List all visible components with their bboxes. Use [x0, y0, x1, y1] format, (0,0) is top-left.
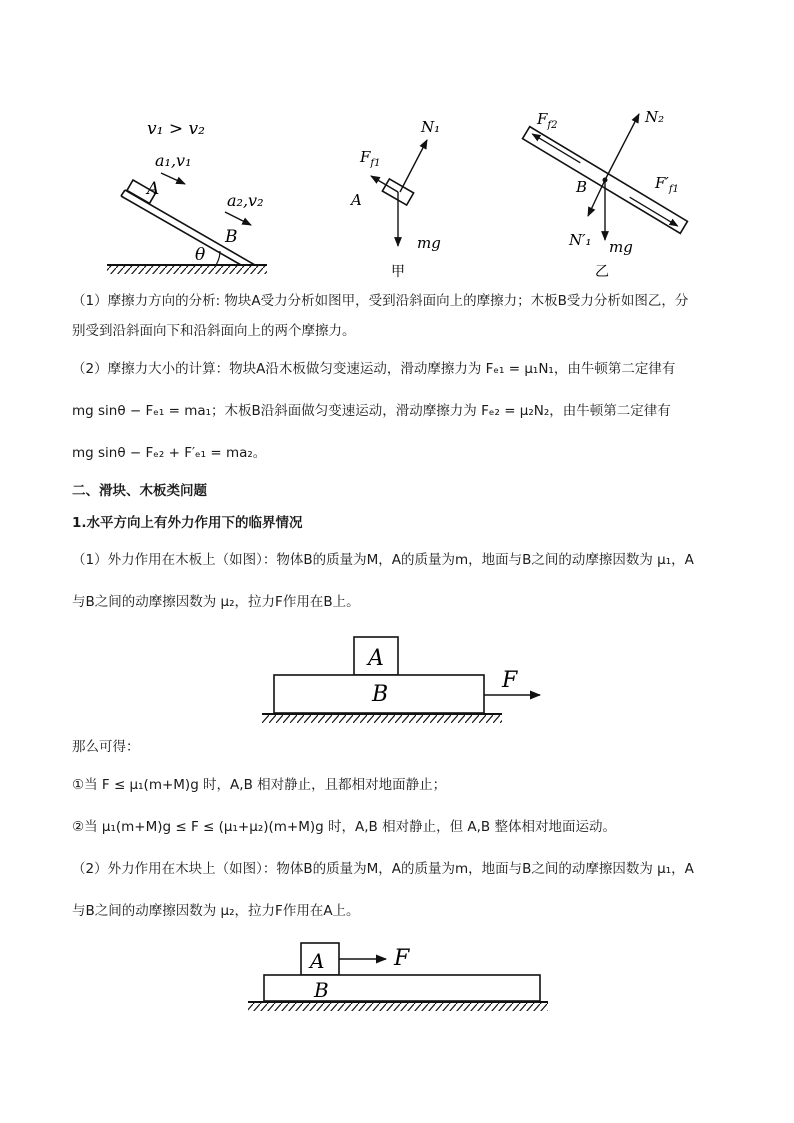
- N1p-label: N′₁: [569, 231, 592, 249]
- jia-figure: [349, 118, 441, 280]
- para2: （2）摩擦力大小的计算：物块A沿木板做匀变速运动，滑动摩擦力为 Fₑ₁ = μ₁N₁，由牛顿第二定律有: [72, 361, 676, 377]
- condition-1: ①当 F ≤ μ₁(m+M)g 时，A,B 相对静止，且都相对地面静止；: [72, 777, 447, 793]
- figure-top: [95, 100, 705, 282]
- ground-hatch-case1: [262, 715, 502, 723]
- condition-2: ②当 μ₁(m+M)g ≤ F ≤ (μ₁+μ₂)(m+M)g 时，A,B 相对静止，但 A,B 整体相对地面运动。: [72, 819, 616, 835]
- label-A-jia: A: [351, 191, 362, 209]
- label-F-case1: F: [502, 668, 518, 693]
- caption-yi: 乙: [595, 264, 609, 280]
- mg-label-jia: mg: [417, 234, 441, 252]
- board-B-case2: [264, 975, 540, 1001]
- label-B: B: [225, 227, 238, 247]
- v-relation: v₁ > v₂: [147, 119, 205, 139]
- caption-jia: 甲: [391, 264, 405, 280]
- N2-arrow: [605, 114, 639, 180]
- label-A-case1: A: [368, 646, 384, 671]
- theta-label: θ: [195, 245, 206, 265]
- a1v1-label: a₁,v₁: [155, 151, 192, 170]
- a2-arrow: [225, 212, 251, 225]
- Ff2-label: $F_{f2}$: [537, 110, 558, 131]
- heading-subsection-1: 1.水平方向上有外力作用下的临界情况: [72, 515, 303, 531]
- case1-line1: （1）外力作用在木板上（如图）：物体B的质量为M，A的质量为m，地面与B之间的动摩擦因数为 μ₁，A: [72, 552, 694, 568]
- case2-line2: 与B之间的动摩擦因数为 μ₂，拉力F作用在A上。: [72, 903, 360, 919]
- case1-line2: 与B之间的动摩擦因数为 μ₂，拉力F作用在B上。: [72, 594, 360, 610]
- N1-arrow: [400, 140, 427, 192]
- para2b: mg sinθ − Fₑ₁ = ma₁；木板B沿斜面做匀变速运动，滑动摩擦力为 Fₑ₂ = μ₂N₂，由牛顿第二定律有: [72, 403, 671, 419]
- para1: （1）摩擦力方向的分析: 物块A受力分析如图甲，受到沿斜面向上的摩擦力；木板B受力分析如图乙，分: [72, 293, 689, 309]
- para2c: mg sinθ − Fₑ₂ + F′ₑ₁ = ma₂。: [72, 445, 267, 461]
- label-B-case2: B: [314, 978, 329, 1002]
- case2-line1: （2）外力作用在木块上（如图）：物体B的质量为M，A的质量为m，地面与B之间的动摩擦因数为 μ₁，A: [72, 861, 694, 877]
- a2v2-label: a₂,v₂: [227, 191, 264, 210]
- theta-arc: [216, 251, 220, 265]
- ground-hatch: [107, 265, 267, 274]
- figure-case2: [246, 940, 556, 1015]
- N1p-arrow: [588, 180, 605, 216]
- a1-arrow: [161, 173, 185, 184]
- label-B-case1: B: [372, 682, 389, 707]
- label-F-case2: F: [394, 946, 410, 971]
- N1-label: N₁: [421, 118, 441, 136]
- incline-figure: [107, 119, 267, 274]
- heading-section-2: 二、滑块、木板类问题: [72, 483, 207, 499]
- label-A: A: [147, 179, 160, 199]
- mg-label-yi: mg: [609, 238, 633, 256]
- Ff1-label: $F_{f1}$: [360, 148, 381, 169]
- Ff1p-label: $F'_{f1}$: [655, 174, 679, 195]
- para1b: 别受到沿斜面向下和沿斜面向上的两个摩擦力。: [72, 323, 356, 339]
- label-A-case2: A: [310, 949, 325, 973]
- incline-board-bottom: [121, 196, 241, 265]
- label-B-yi: B: [576, 178, 588, 196]
- yi-figure: [523, 108, 688, 280]
- figure-case1: [262, 635, 552, 725]
- ground-hatch-case2: [248, 1003, 548, 1011]
- then-text: 那么可得：: [72, 739, 140, 755]
- N2-label: N₂: [645, 108, 665, 126]
